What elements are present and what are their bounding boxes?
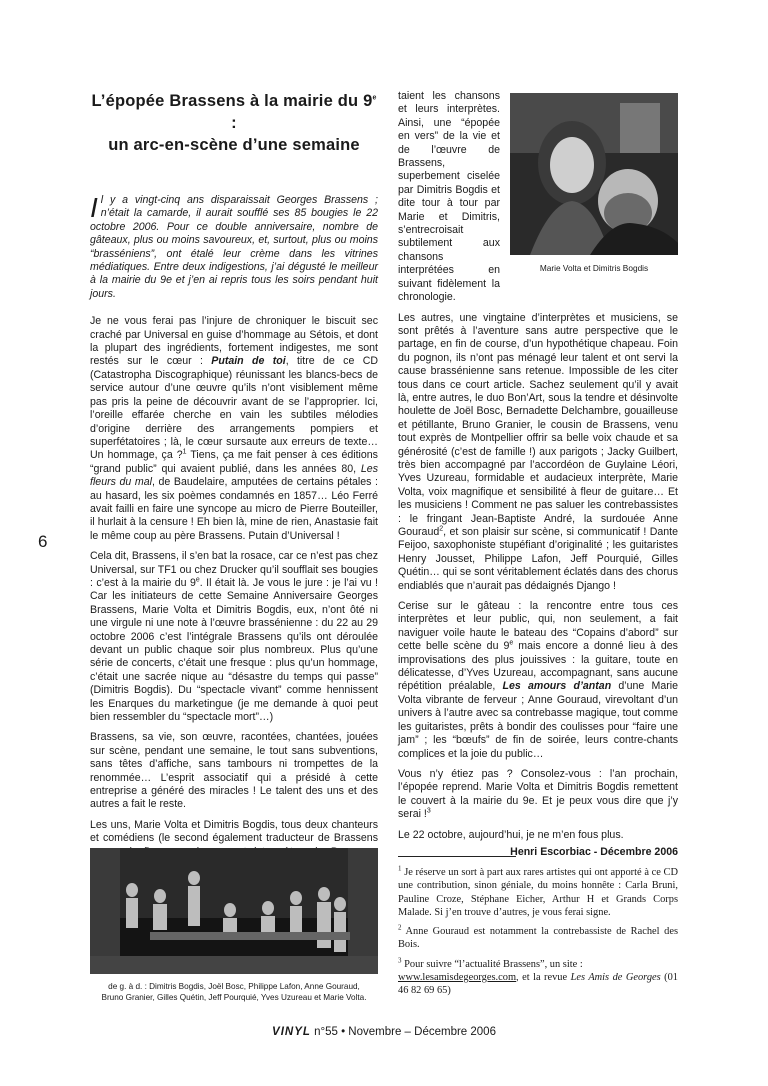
- title-line1: L’épopée Brassens à la mairie du 9: [91, 92, 373, 110]
- paragraph-3: Brassens, sa vie, son œuvre, racontées, chantées, jouées sur scène, pendant une semaine, le tout sans subventions, sans têtes d’affiche, sans tambours ni trompettes de la renommée… L’esprit associatif qui a présidé à cette entreprise a généré des miracles ! Le talent des uns et des autres a fait le reste.: [90, 731, 378, 811]
- footnote-2-num: 2: [398, 923, 402, 932]
- paragraph-r1: taient les chansons et leurs interprètes. Ainsi, une “épopée en vers” de la vie et de l’œuvre de Brassens, superbement ciselée par Dimitris Bogdis et dite tour à tour par Marie et Dimitris, s’entrecroisait subtilement aux chansons interprétées en suivant fidèlement la chronologie.: [398, 90, 500, 304]
- p1-text-b: , titre de ce CD (Catastropha Discographique) réunissant les blancs-becs de service autour d’une œuvre qu’ils n’ont visiblement même pas pris la peine de découvrir avant de se l’approprier. Ici, l’oreille effarée cherche en vain les subtiles mélodies d’origine derrière des arrangements pompiers et superfétatoires ; là, le cœur sursaute aux erreurs de texte… Un hommage, ça ?: [90, 355, 379, 462]
- article-title: [90, 90, 378, 156]
- p1-cd-title: Putain de toi: [211, 355, 286, 368]
- paragraph-r2: [398, 312, 678, 594]
- article-intro: [90, 194, 378, 301]
- footnote-3-text-b: , et la revue: [516, 972, 571, 984]
- paragraph-4: Les uns, Marie Volta et Dimitris Bogdis, tous deux chanteurs et comédiens (le second également traducteur de Brassens: [90, 818, 378, 845]
- article-right-column: [398, 90, 678, 859]
- footnote-3-text-a: Pour suivre “l’actualité Brassens”, un site :: [401, 958, 583, 970]
- p1-text-c: Tiens, ça me fait penser à ces éditions “grand public” qui avaient publié, dans les années 80,: [90, 449, 378, 475]
- p1-book-title: Les fleurs du mal: [90, 462, 378, 489]
- p2-sup: e: [195, 576, 200, 584]
- r3-text-b: mais encore a donné lieu à des improvisations des plus jouissives : la guitare, toute en délicatesse, d’Yves Uzureau, accompagnant, sans aucune répétition préalable,: [398, 640, 678, 693]
- page-footer: [0, 1026, 768, 1038]
- stage-caption: [90, 981, 378, 1003]
- r4-text: Vous n’y étiez pas ? Consolez-vous : l’an prochain, l’épopée reprend. Marie Volta et Dimitris Bogdis remettent le couvert à la mairie du 9e. Et je peux vous dire que j’y serai !: [398, 767, 678, 821]
- photo-portrait: [510, 93, 678, 274]
- author-signature: Henri Escorbiac - Décembre 2006: [510, 845, 678, 858]
- paragraph-r5: Le 22 octobre, aujourd’hui, je ne m’en fous plus.: [398, 828, 624, 841]
- stage-caption-line2: Bruno Granier, Gilles Quétin, Jeff Pourquié, Yves Uzureau et Marie Volta.: [101, 993, 367, 1002]
- footnote-1-text: Je réserve un sort à part aux rares artistes qui ont apporté à ce CD une contribution, sinon géniale, du moins honnête : Carla Bruni, Pauline Croze, Stéphane Eicher, Arthur H et Grands Corps Malade. Si j’en trouve d’autres, je vous ferai signe.: [398, 867, 678, 918]
- footnote-2-text: Anne Gouraud est notamment la contrebassiste de Rachel des Bois.: [398, 926, 678, 951]
- page-number: 6: [38, 532, 48, 551]
- footnote-3-review-title: Les Amis de Georges: [570, 972, 661, 984]
- footnote-1-num: 1: [398, 864, 402, 873]
- footnote-3-num: 3: [398, 956, 402, 965]
- p2-text-a: Cela dit, Brassens, il s’en bat la rosace, car ce n’est pas chez Universal, sur TF1 ou chez Drucker qu’il soufflait ses bougies : c’est à la mairie du 9: [90, 550, 378, 589]
- p1-text-a: Je ne vous ferai pas l’injure de chroniquer le biscuit sec craché par Universal en guise d’hommage au Sétois, et dont la plupart des ingrédients, fortement indigestes, me sont restés sur le cœur :: [90, 315, 378, 368]
- footnote-divider: [398, 856, 516, 857]
- drop-cap: I: [90, 192, 98, 223]
- r3-song-title: Les amours d’antan: [502, 680, 612, 693]
- footnote-1: [398, 866, 678, 919]
- issue-info: n°55 • Novembre – Décembre 2006: [310, 1026, 496, 1038]
- footnote-2: [398, 925, 678, 952]
- r3-text-a: Cerise sur le gâteau : la rencontre entre tous ces interprètes et leur public, qui, non seulement, a fait naviguer voile haute le bateau des “Copains d’abord” sur cette belle scène du 9: [398, 600, 678, 653]
- footnote-3-phone: (01 46 82 69 65): [398, 972, 678, 997]
- paragraph-2: [90, 550, 378, 724]
- paragraph-r4: [398, 768, 678, 822]
- paragraph-r3: [398, 600, 678, 761]
- website-link[interactable]: www.lesamisdegeorges.com: [398, 972, 517, 984]
- title-line2: un arc-en-scène d’une semaine: [108, 136, 360, 154]
- p2-text-b: . Il était là. Je vous le jure : je l’ai vu ! Car les initiateurs de cette Semaine Anniversaire Georges Brassens, Marie Volta et Dimitris Bogdis, eux, n’ont ôté ni une virgule ni une note à l’œuvre brassénienne : du 22 au 29 octobre 2006 c’est l’intégrale Brassens qu’ils ont déroulée devant un public chaque soir plus nombreux. Plus qu’une série de concerts, c’était une fresque : plus qu’un hommage, c’était une sacrée nique au “désastre du temps qui passe” (Dimitris Bogdis). Du “spectacle vivant” comme hennissent les Enarques du marketingue (je me demande à quoi peut bien ressembler du “spectacle mort”…): [90, 576, 378, 724]
- footnotes: [398, 866, 678, 1004]
- r2-text-b: , et son plaisir sur scène, si communicatif ! Dante Feijoo, saxophoniste stupéfiant d’originalité ; les guitaristes Henry Jousset, Philippe Lafon, Jeff Pourquié, Gilles Quétin… qui se sont véritablement éclatés dans des chorus endiablés que n’aurait pas dédaignés Django !: [398, 526, 678, 592]
- r3-text-c: d’une Marie Volta vibrante de ferveur ; Anne Gouraud, virevoltant d’un univers à l’autre avec sa contrebasse magique, tout comme les guitaristes, prêts à bondir des coulisses pour “faire une jam” ; les “bœufs” de fin de soirée, leurs contre-chants complices et la joie du public…: [398, 680, 679, 760]
- title-line1-end: :: [231, 114, 237, 132]
- r3-sup: e: [509, 639, 514, 647]
- intro-text: l y a vingt-cinq ans disparaissait Georges Brassens ; n’était la camarde, il aurait soufflé ses 85 bougies le 22 octobre 2006. Pour ce double anniversaire, nombre de gâteaux, plus ou moins savoureux, et, surtout, plus ou moins “brasséniens”, ont étalé leur crème dans les vitrines médiatiques. Entre deux indigestions, j’ai dégusté le meilleur à la mairie du 9e et j’en ai repris tous les soirs pendant huit jours.: [90, 194, 378, 300]
- footnote-ref-2: 2: [439, 525, 444, 533]
- photo-stage: [90, 848, 378, 1003]
- paragraph-1: [90, 315, 378, 543]
- footnote-ref-1: 1: [182, 448, 187, 456]
- footnote-3: [398, 958, 678, 998]
- portrait-photo-image: [510, 93, 678, 255]
- article-left-column: [90, 90, 378, 880]
- stage-photo-image: [90, 848, 378, 974]
- title-sup: e: [372, 94, 377, 102]
- magazine-name: VINYL: [272, 1026, 311, 1038]
- p1-text-d: , de Baudelaire, amputées de certains pétales : au hasard, les six poèmes condamnés en 1857… Léo Ferré avait failli en faire une syncope au micro de Pierre Bouteiller, il hurlait à la censure ! Eh bien là, mine de rien, Anastasie fait le même coup au père Brassens. Putain d’Universal !: [90, 476, 378, 542]
- stage-caption-line1: de g. à d. : Dimitris Bogdis, Joël Bosc, Philippe Lafon, Anne Gouraud,: [108, 982, 360, 991]
- portrait-caption: Marie Volta et Dimitris Bogdis: [539, 263, 649, 274]
- r2-text-a: Les autres, une vingtaine d’interprètes et musiciens, se sont prêtés à l’aventure sans autre perspective que le partage, en fin de course, d’un hypothétique chapeau. Foin du pognon, ils n’ont pas ménagé leur talent et ont servi la cause brassénienne sans retenue. Impossible de les citer tous dans ce court article. Sachez seulement qu’il y avait là, entre autres, le duo Bon’Art, sous la tendre et désinvolte houlette de Joël Bosc, Bernadette Delchambre, gouailleuse et pétillante, Bruno Granier, le cousin de Brassens, venu tout exprès de Montpellier offrir sa belle voix chaude et sa générosité (c’est de famille !) aux parigots ; Jacky Guilbert, très bien accompagné par l’accordéon de Guylaine Léori, Yves Uzureau, formidable et audacieux interprète, Marie Volta, voix magnifique et sensibilité à fleur de guitare… Et les musiciens ! Comment ne pas saluer les contrebassistes : le fringant Jean-Baptiste André, la surdouée Anne Gouraud: [398, 311, 678, 538]
- footnote-ref-3: 3: [426, 807, 431, 815]
